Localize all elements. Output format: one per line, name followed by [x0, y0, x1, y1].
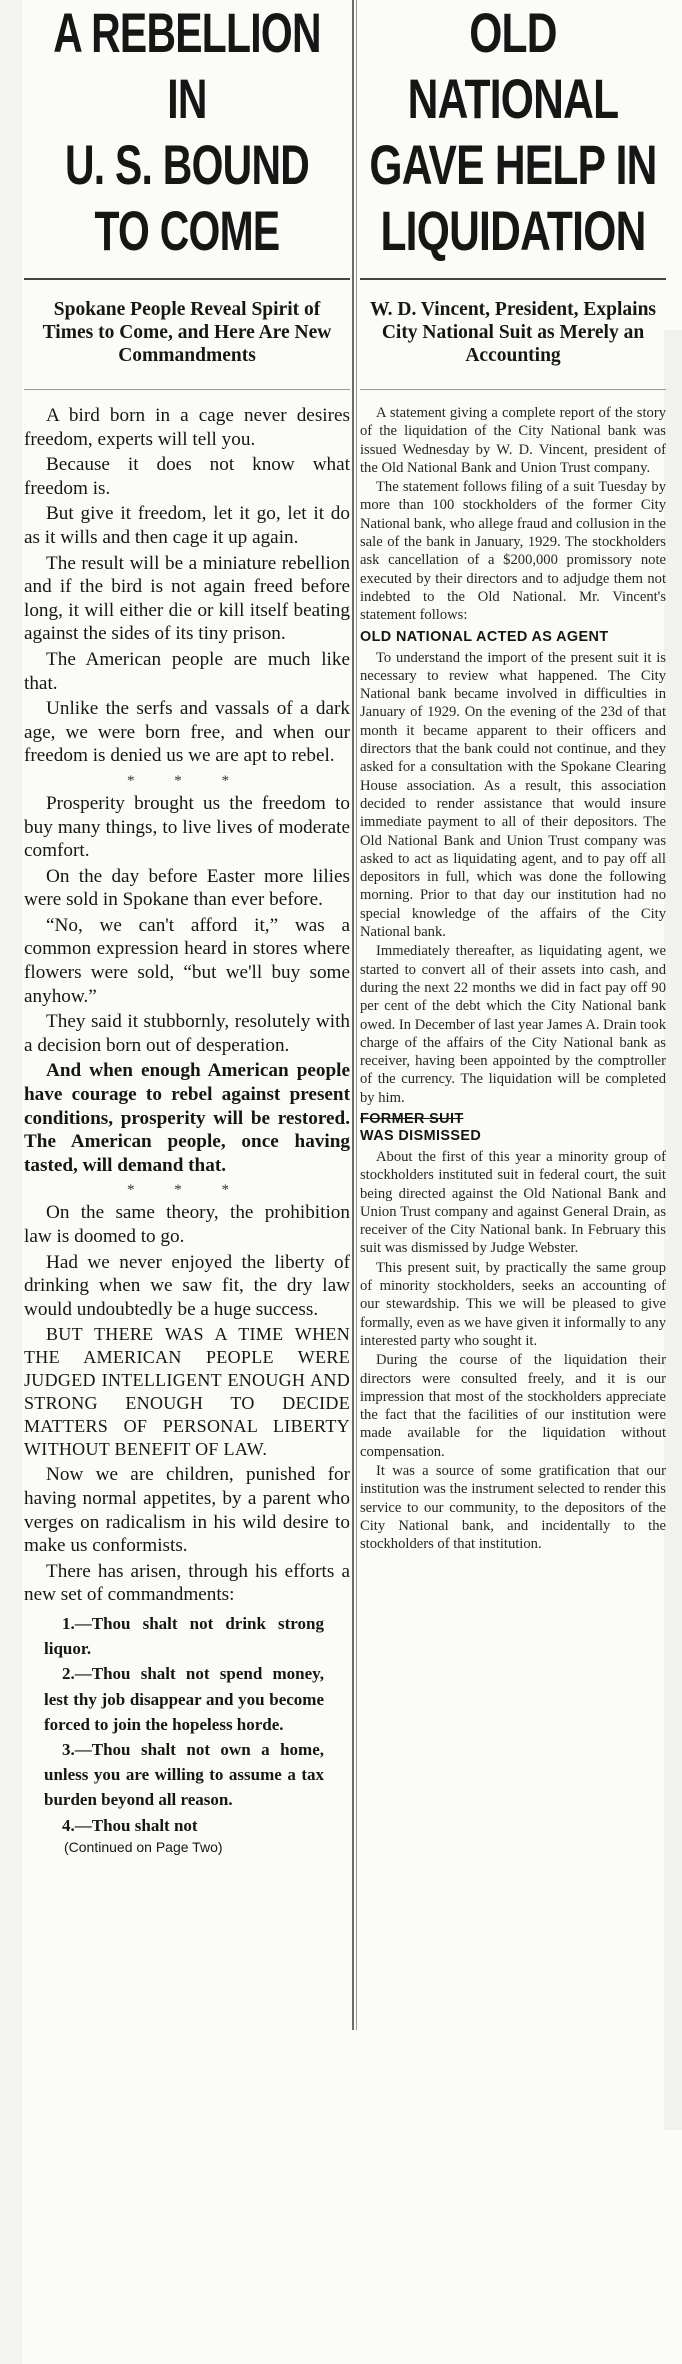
page-margin-left	[0, 0, 22, 2364]
subhead-line: FORMER SUIT	[360, 1110, 464, 1127]
right-headline	[361, 0, 665, 264]
bold-paragraph: And when enough American people have courage to rebel against present conditions, prosperity will be restored. The American people, once having tasted, will demand that.	[24, 1060, 350, 1176]
paragraph: They said it stubbornly, resolutely with a decision born out of desperation.	[24, 1011, 350, 1056]
headline-line: U. S. BOUND	[64, 133, 310, 196]
section-separator: * * *	[127, 772, 247, 789]
left-deck: Spokane People Reveal Spirit of Times to Come, and Here Are New Commandments	[42, 299, 332, 366]
continued-line: (Continued on Page Two)	[64, 1838, 223, 1855]
headline-line: OLD NATIONAL	[407, 1, 619, 130]
subhead: OLD NATIONAL ACTED AS AGENT	[360, 628, 609, 645]
headline-rule	[24, 278, 350, 280]
left-headline	[30, 0, 344, 264]
commandments-list	[44, 1611, 324, 1838]
subhead	[360, 1111, 666, 1145]
paragraph: There has arisen, through his efforts a new set of commandments:	[24, 1560, 350, 1606]
paragraph: During the course of the liquidation their directors were consulted freely, and it is our impression that most of the stockholders appreciate the fact that the facilities of our institution were made available for the liquidation without compensation.	[360, 1352, 666, 1460]
paragraph: On the day before Easter more lilies were sold in Spokane than ever before.	[24, 865, 350, 911]
right-article	[360, 0, 666, 1555]
headline-line: A REBELLION IN	[53, 1, 321, 130]
paragraph: To understand the import of the present suit it is necessary to review what happened. The City National bank became involved in difficulties in January of 1929. On the evening of the 23d of that month it became apparent to their officers and directors that the bank could not continue, and they asked for a consultation with the Spokane Clearing House association. As a result, this association decided to render assistance that would insure immediate payment to all of their depositors. The Old National Bank and Union Trust company was asked to act as liquidating agent, and to pay off all depositors in full, which was done the following morning. Prior to that day our institution had no special knowledge of the affairs of the City National bank.	[360, 649, 666, 941]
paragraph: On the same theory, the prohibition law is doomed to go.	[24, 1202, 350, 1247]
paragraph: Had we never enjoyed the liberty of drinking when we saw fit, the dry law would undoubtedly be a huge success.	[24, 1251, 350, 1320]
paragraph: The statement follows filing of a suit Tuesday by more than 100 stockholders of the former City National bank, who allege fraud and collusion in the sale of the bank in January, 1929. The stockholders ask cancellation of a $200,000 promissory note executed by their directors and to adjudge them not indebted to the Old National. Mr. Vincent's statement follows:	[360, 479, 666, 624]
paragraph: But give it freedom, let it go, let it do as it wills and then cage it up again.	[24, 503, 350, 548]
paragraph: Unlike the serfs and vassals of a dark age, we were born free, and when our freedom is denied us we are apt to rebel.	[24, 698, 350, 767]
paragraph: Immediately thereafter, as liquidating agent, we started to convert all of their assets into cash, and during the next 22 months we did in fact pay off 90 per cent of the debt which the City National bank owed. In December of last year James A. Drain took charge of the affairs of the City National bank as receiver, having been appointed by the comptroller of the currency. The liquidation will be completed by him.	[360, 943, 666, 1106]
left-body	[24, 404, 350, 1856]
column-rule	[352, 0, 354, 2030]
headline-rule	[360, 278, 666, 280]
paragraph: A statement giving a complete report of the story of the liquidation of the City National bank was issued Wednesday by W. D. Vincent, president of the Old National Bank and Union Trust company.	[360, 405, 666, 476]
paragraph: A bird born in a cage never desires freedom, experts will tell you.	[24, 405, 350, 450]
paragraph: Prosperity brought us the freedom to buy many things, to live lives of moderate comfort.	[24, 792, 350, 862]
paragraph: Now we are children, punished for having normal appetites, by a parent who verges on radicalism in his wild desire to make us conformists.	[24, 1464, 350, 1557]
left-article	[24, 0, 350, 1856]
caps-paragraph: BUT THERE WAS A TIME WHEN THE AMERICAN PEOPLE WERE JUDGED INTELLIGENT ENOUGH AND STRONG ENOUGH TO DECIDE MATTERS OF PERSONAL LIBERTY WITHOUT BENEFIT OF LAW.	[24, 1324, 350, 1460]
right-body	[360, 404, 666, 1554]
deck-rule	[360, 389, 666, 390]
section-separator: * * *	[127, 1182, 247, 1199]
commandment-item: 4.—Thou shalt not	[62, 1815, 198, 1835]
commandment-item: 2.—Thou shalt not spend money, lest thy job disappear and you become forced to join the hopeless horde.	[44, 1664, 324, 1734]
commandment-item: 3.—Thou shalt not own a home, unless you are willing to assume a tax burden beyond all reason.	[44, 1739, 324, 1810]
subhead-line: WAS DISMISSED	[360, 1127, 482, 1144]
right-deck: W. D. Vincent, President, Explains City National Suit as Merely an Accounting	[369, 299, 657, 366]
headline-line: GAVE HELP IN	[369, 133, 657, 196]
column-rule-secondary	[356, 0, 357, 2030]
paragraph: This present suit, by practically the same group of minority stockholders, seeks an accounting of our stewardship. This we will be pleased to give formally, even as we have given it informally to any interested party who sought it.	[360, 1259, 666, 1349]
headline-line: LIQUIDATION	[380, 199, 646, 262]
paragraph: It was a source of some gratification that our institution was the instrument selected to render this service to our community, to the depositors of the City National bank, and incidentally to the stockholders of that institution.	[360, 1463, 666, 1553]
paragraph: About the first of this year a minority group of stockholders instituted suit in federal court, the suit being directed against the Old National Bank and Union Trust company and against General Drain, as receiver of the City National bank. In February this suit was dismissed by Judge Webster.	[360, 1148, 666, 1257]
paragraph: The result will be a miniature rebellion and if the bird is not again freed before long, it will either die or kill itself beating against the sides of its tiny prison.	[24, 552, 350, 645]
adjacent-column-strip	[664, 330, 682, 2130]
headline-line: TO COME	[94, 199, 280, 262]
commandment-item: 1.—Thou shalt not drink strong liquor.	[44, 1613, 324, 1659]
deck-rule	[24, 389, 350, 390]
paragraph: The American people are much like that.	[24, 648, 350, 694]
paragraph: Because it does not know what freedom is.	[24, 454, 350, 499]
paragraph: “No, we can't afford it,” was a common expression heard in stores where flowers were sold, “but we'll buy some anyhow.”	[24, 914, 350, 1007]
